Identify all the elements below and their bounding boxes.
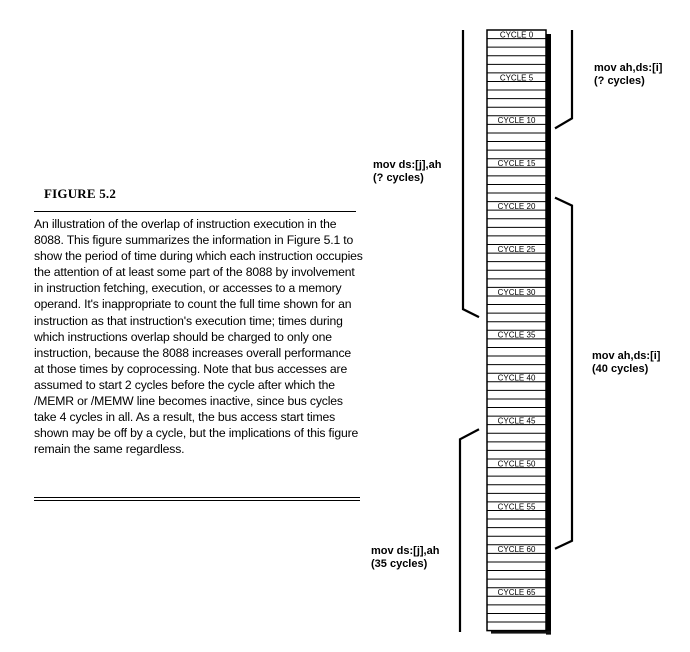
- instruction-label-i4: [371, 545, 439, 571]
- instruction-cycles: (? cycles): [373, 172, 424, 184]
- cycle-label: CYCLE 40: [497, 373, 536, 383]
- cycle-label: CYCLE 35: [497, 330, 536, 340]
- instruction-label-i3: [592, 350, 660, 376]
- instruction-cycles: (35 cycles): [371, 558, 428, 570]
- instruction-label-i1: [594, 62, 662, 88]
- instruction-name: mov ds:[j],ah: [373, 159, 442, 171]
- cycle-label: CYCLE 10: [497, 116, 536, 126]
- instruction-name: mov ds:[j],ah: [371, 545, 440, 557]
- cycle-table: [487, 30, 551, 635]
- cycle-label: CYCLE 45: [497, 416, 536, 426]
- bracket-i2: [463, 30, 479, 317]
- cycle-label: CYCLE 25: [497, 244, 536, 254]
- cycle-label: CYCLE 65: [497, 588, 536, 598]
- instruction-label-i2: [373, 159, 441, 185]
- cycle-label: CYCLE 5: [499, 73, 534, 83]
- instruction-cycles: (40 cycles): [592, 363, 649, 375]
- bracket-i1: [555, 30, 572, 128]
- cycle-label: CYCLE 20: [497, 202, 536, 211]
- cycle-label: CYCLE 55: [497, 502, 536, 512]
- cycle-label: CYCLE 0: [499, 30, 534, 40]
- cycle-label: CYCLE 30: [497, 287, 536, 297]
- cycle-label: CYCLE 60: [497, 545, 536, 555]
- instruction-name: mov ah,ds:[i]: [594, 62, 663, 74]
- bracket-i4: [460, 429, 479, 632]
- cycle-label: CYCLE 50: [497, 459, 536, 469]
- instruction-cycles: (? cycles): [594, 75, 645, 87]
- instruction-name: mov ah,ds:[i]: [592, 350, 661, 362]
- figure-title: FIGURE 5.2: [44, 186, 117, 201]
- bracket-i3: [555, 198, 572, 549]
- figure-caption: An illustration of the overlap of instruction execution in the 8088. This figure summarizes the information in Figure 5.1 to show the period of time during which each instruction occupies the attention of at least some part of the 8088 by involvement in instruction fetching, execution, or accesses to a memory operand. It's inappropriate to count the full time shown for an instruction as that instruction's execution time; times during which instructions overlap should be charged to only one instruction, because the 8088 increases overall performance at those times by coprocessing. Note that bus accesses are assumed to start 2 cycles before the cycle after which the /MEMR or /MEMW line becomes inactive, since bus cycles take 4 cycles in all. As a result, the bus access start times shown may be off by a cycle, but the implications of this figure remain the same regardless.: [34, 217, 363, 457]
- cycle-label: CYCLE 15: [497, 159, 536, 169]
